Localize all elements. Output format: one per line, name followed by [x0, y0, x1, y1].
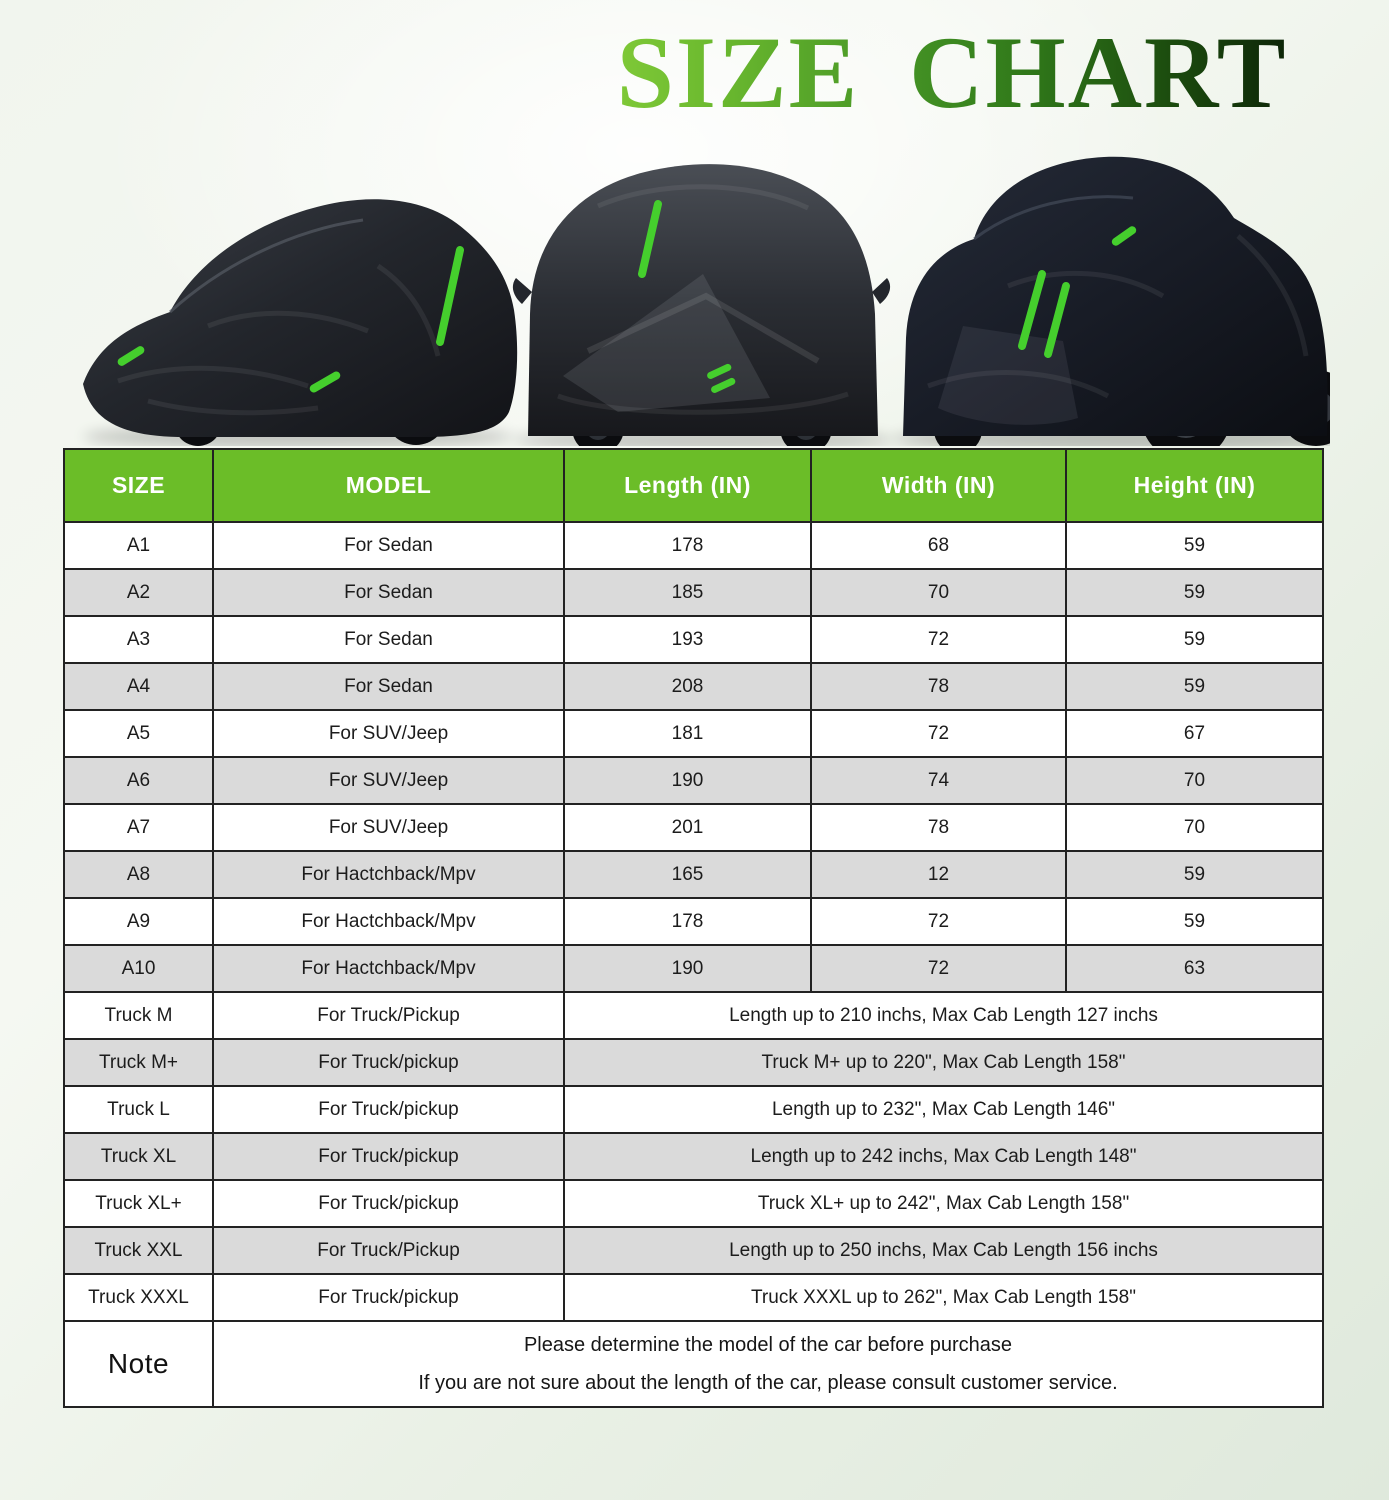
- table-row: [64, 804, 1323, 851]
- truck-cover: [903, 157, 1330, 446]
- size-cell: Truck XXL: [64, 1227, 213, 1274]
- size-cell: Truck XXXL: [64, 1274, 213, 1321]
- header-model: MODEL: [213, 449, 564, 522]
- note-line-2: If you are not sure about the length of the car, please consult customer service.: [418, 1372, 1118, 1394]
- width-cell: 72: [811, 945, 1066, 992]
- note-row: [64, 1321, 1323, 1407]
- table-row: [64, 1180, 1323, 1227]
- width-cell: 72: [811, 898, 1066, 945]
- size-cell: Truck XL+: [64, 1180, 213, 1227]
- length-cell: 190: [564, 757, 811, 804]
- model-cell: For SUV/Jeep: [213, 710, 564, 757]
- height-cell: 59: [1066, 616, 1323, 663]
- size-cell: Truck M+: [64, 1039, 213, 1086]
- width-cell: 72: [811, 710, 1066, 757]
- length-cell: 181: [564, 710, 811, 757]
- width-cell: 78: [811, 804, 1066, 851]
- size-cell: Truck XL: [64, 1133, 213, 1180]
- size-cell: A6: [64, 757, 213, 804]
- table-row: [64, 569, 1323, 616]
- table-row: [64, 616, 1323, 663]
- width-cell: 78: [811, 663, 1066, 710]
- length-cell: 178: [564, 898, 811, 945]
- note-line-1: Please determine the model of the car before purchase: [523, 1334, 1013, 1356]
- model-cell: For Sedan: [213, 616, 564, 663]
- truck-length-cell: Length up to 232", Max Cab Length 146": [564, 1086, 1323, 1133]
- width-cell: 74: [811, 757, 1066, 804]
- table-row: [64, 522, 1323, 569]
- header-width: Width (IN): [811, 449, 1066, 522]
- table-row: [64, 757, 1323, 804]
- length-cell: 208: [564, 663, 811, 710]
- length-cell: 190: [564, 945, 811, 992]
- table-header-row: [64, 449, 1323, 522]
- header-length: Length (IN): [564, 449, 811, 522]
- height-cell: 70: [1066, 804, 1323, 851]
- size-cell: A9: [64, 898, 213, 945]
- size-chart-table: [63, 448, 1324, 1408]
- suv-cover: [513, 164, 890, 446]
- model-cell: For Truck/pickup: [213, 1180, 564, 1227]
- model-cell: For SUV/Jeep: [213, 804, 564, 851]
- header-size: SIZE: [64, 449, 213, 522]
- length-cell: 185: [564, 569, 811, 616]
- model-cell: For Sedan: [213, 569, 564, 616]
- truck-length-cell: Truck XXXL up to 262", Max Cab Length 158": [564, 1274, 1323, 1321]
- truck-length-cell: Length up to 242 inchs, Max Cab Length 148": [564, 1133, 1323, 1180]
- size-cell: A8: [64, 851, 213, 898]
- table-row: [64, 1274, 1323, 1321]
- page-title: SIZE CHART: [552, 14, 1352, 138]
- truck-length-cell: Length up to 210 inchs, Max Cab Length 127 inchs: [564, 992, 1323, 1039]
- note-label: Note: [64, 1321, 213, 1407]
- table-row: [64, 898, 1323, 945]
- table-row: [64, 851, 1323, 898]
- model-cell: For Sedan: [213, 663, 564, 710]
- table-row: [64, 1086, 1323, 1133]
- width-cell: 72: [811, 616, 1066, 663]
- model-cell: For Truck/pickup: [213, 1133, 564, 1180]
- width-cell: 12: [811, 851, 1066, 898]
- table-row: [64, 1039, 1323, 1086]
- height-cell: 70: [1066, 757, 1323, 804]
- size-cell: A10: [64, 945, 213, 992]
- sedan-cover: [83, 199, 517, 446]
- size-cell: A4: [64, 663, 213, 710]
- size-cell: A3: [64, 616, 213, 663]
- truck-length-cell: Truck XL+ up to 242", Max Cab Length 158": [564, 1180, 1323, 1227]
- car-covers-illustration: [58, 146, 1330, 446]
- length-cell: 201: [564, 804, 811, 851]
- size-cell: Truck L: [64, 1086, 213, 1133]
- truck-length-cell: Truck M+ up to 220", Max Cab Length 158": [564, 1039, 1323, 1086]
- model-cell: For Hactchback/Mpv: [213, 898, 564, 945]
- size-cell: A5: [64, 710, 213, 757]
- table-row: [64, 663, 1323, 710]
- model-cell: For Sedan: [213, 522, 564, 569]
- size-cell: A1: [64, 522, 213, 569]
- truck-length-cell: Length up to 250 inchs, Max Cab Length 156 inchs: [564, 1227, 1323, 1274]
- table-row: [64, 1133, 1323, 1180]
- height-cell: 59: [1066, 898, 1323, 945]
- length-cell: 193: [564, 616, 811, 663]
- model-cell: For Hactchback/Mpv: [213, 945, 564, 992]
- height-cell: 63: [1066, 945, 1323, 992]
- size-cell: A7: [64, 804, 213, 851]
- table-row: [64, 992, 1323, 1039]
- table-row: [64, 945, 1323, 992]
- length-cell: 178: [564, 522, 811, 569]
- height-cell: 59: [1066, 663, 1323, 710]
- size-cell: A2: [64, 569, 213, 616]
- height-cell: 59: [1066, 569, 1323, 616]
- note-text: [213, 1321, 1323, 1407]
- height-cell: 59: [1066, 851, 1323, 898]
- size-cell: Truck M: [64, 992, 213, 1039]
- model-cell: For Truck/pickup: [213, 1039, 564, 1086]
- height-cell: 67: [1066, 710, 1323, 757]
- header-height: Height (IN): [1066, 449, 1323, 522]
- model-cell: For Truck/pickup: [213, 1274, 564, 1321]
- model-cell: For Truck/pickup: [213, 1086, 564, 1133]
- model-cell: For Truck/Pickup: [213, 992, 564, 1039]
- length-cell: 165: [564, 851, 811, 898]
- table-row: [64, 1227, 1323, 1274]
- width-cell: 70: [811, 569, 1066, 616]
- table-row: [64, 710, 1323, 757]
- model-cell: For Hactchback/Mpv: [213, 851, 564, 898]
- model-cell: For Truck/Pickup: [213, 1227, 564, 1274]
- width-cell: 68: [811, 522, 1066, 569]
- model-cell: For SUV/Jeep: [213, 757, 564, 804]
- height-cell: 59: [1066, 522, 1323, 569]
